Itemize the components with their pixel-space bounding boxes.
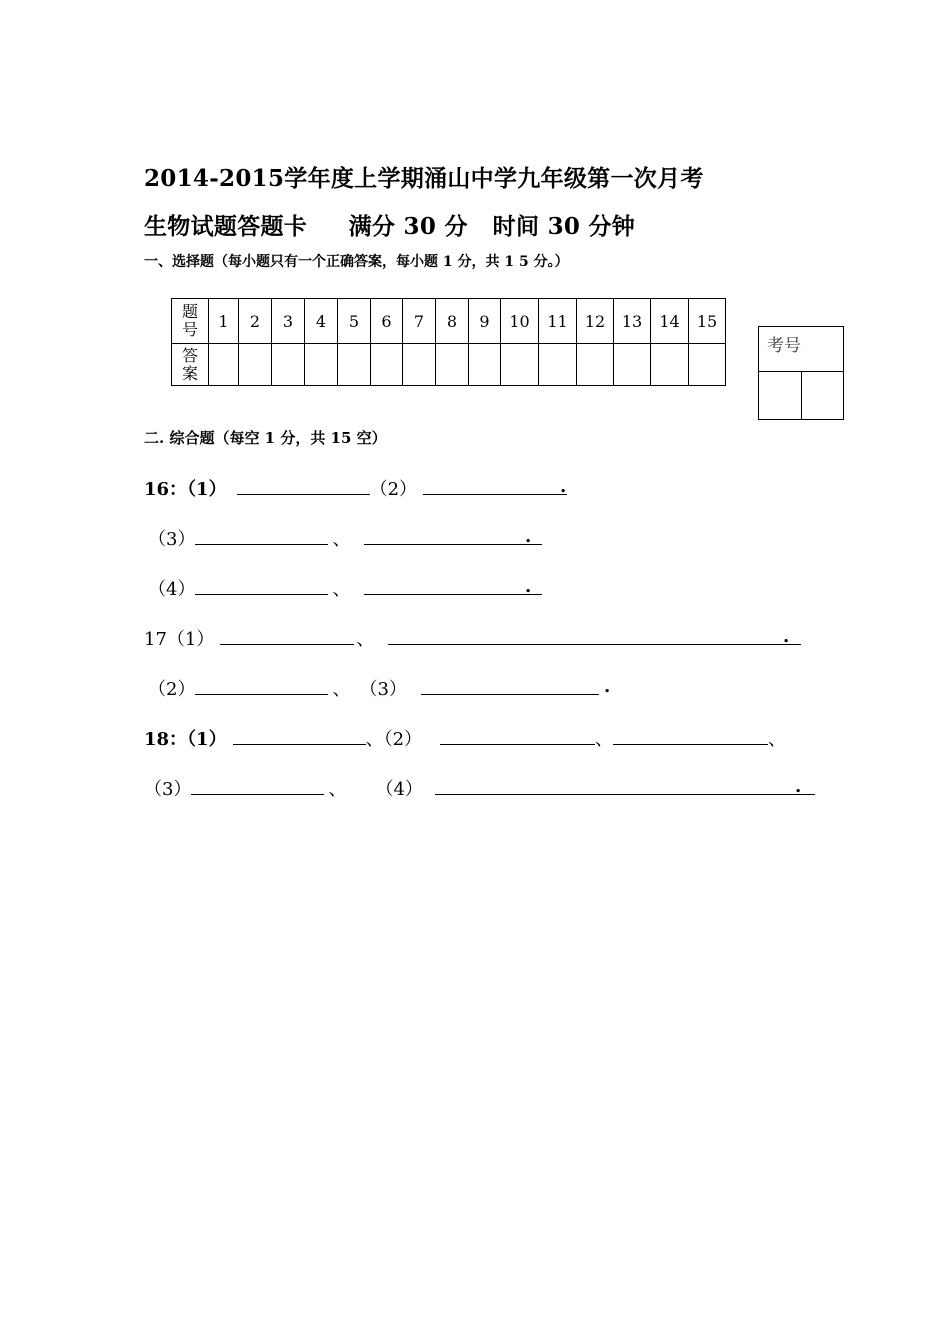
question-16-part-4 — [148, 574, 542, 601]
separator: 、 — [332, 679, 351, 700]
page-subtitle: 生物试题答题卡 满分 30 分 时间 30 分钟 — [144, 213, 636, 240]
exam-id-label: 考号 — [767, 336, 801, 356]
answer-blank[interactable] — [195, 574, 328, 595]
separator: 、 — [595, 729, 614, 750]
question-number-label: 题号 — [172, 299, 209, 344]
answer-blank[interactable] — [233, 724, 366, 745]
section-2-heading: 二. 综合题（每空 1 分，共 15 空） — [144, 429, 387, 447]
exam-id-box — [758, 326, 844, 420]
question-18-part-3-4 — [144, 774, 815, 801]
answer-blank[interactable] — [423, 474, 567, 495]
question-number: 14 — [651, 299, 689, 344]
answer-blank[interactable] — [191, 774, 324, 795]
answer-blank[interactable] — [421, 674, 599, 695]
period: . — [783, 626, 790, 647]
answer-cell[interactable] — [209, 344, 239, 386]
answer-blank[interactable] — [220, 624, 354, 645]
period: . — [560, 476, 567, 497]
answer-table — [171, 298, 726, 386]
answer-cell[interactable] — [689, 344, 726, 386]
question-18 — [144, 724, 786, 751]
question-number-row — [172, 299, 726, 344]
part-label: （4） — [384, 779, 423, 800]
separator: 、 — [332, 579, 351, 600]
question-label: 17（1） — [144, 629, 215, 650]
answer-cell[interactable] — [338, 344, 371, 386]
answer-cell[interactable] — [577, 344, 614, 386]
answer-row — [172, 344, 726, 386]
question-number: 12 — [577, 299, 614, 344]
part-label: （2） — [369, 479, 418, 500]
question-number: 13 — [614, 299, 651, 344]
answer-cell[interactable] — [539, 344, 577, 386]
question-number: 6 — [371, 299, 403, 344]
section-1-heading: 一、选择题（每小题只有一个正确答案，每小题 1 分，共 1 5 分。） — [144, 254, 569, 270]
answer-cell[interactable] — [469, 344, 501, 386]
answer-cell[interactable] — [239, 344, 272, 386]
exam-id-divider — [801, 371, 802, 419]
separator: 、 — [768, 729, 787, 750]
period: . — [604, 676, 611, 697]
part-label: 、（2） — [365, 729, 423, 750]
question-number: 11 — [539, 299, 577, 344]
answer-cell[interactable] — [501, 344, 539, 386]
part-label: （3） — [144, 779, 192, 800]
answer-blank[interactable] — [435, 774, 815, 795]
answer-blank[interactable] — [195, 674, 328, 695]
part-label: （4） — [148, 579, 196, 600]
answer-cell[interactable] — [305, 344, 338, 386]
question-number: 8 — [436, 299, 469, 344]
answer-cell[interactable] — [371, 344, 403, 386]
part-label: （2） — [148, 679, 196, 700]
answer-blank[interactable] — [237, 474, 370, 495]
question-17 — [144, 624, 801, 651]
answer-blank[interactable] — [364, 574, 542, 595]
question-label: 16：（1） — [144, 479, 227, 500]
question-number: 3 — [272, 299, 305, 344]
answer-cell[interactable] — [403, 344, 436, 386]
period: . — [525, 576, 532, 597]
question-number: 15 — [689, 299, 726, 344]
question-16 — [144, 474, 567, 501]
question-number: 9 — [469, 299, 501, 344]
period: . — [525, 526, 532, 547]
page-title: 2014-2015学年度上学期涌山中学九年级第一次月考 — [144, 165, 704, 192]
question-17-part-2-3 — [148, 674, 599, 701]
answer-blank[interactable] — [613, 724, 768, 745]
question-number: 1 — [209, 299, 239, 344]
answer-cell[interactable] — [614, 344, 651, 386]
part-label: （3） — [148, 529, 196, 550]
answer-cell[interactable] — [272, 344, 305, 386]
answer-blank[interactable] — [364, 524, 542, 545]
question-number: 2 — [239, 299, 272, 344]
answer-cell[interactable] — [436, 344, 469, 386]
question-number: 4 — [305, 299, 338, 344]
period: . — [795, 776, 802, 797]
answer-blank[interactable] — [388, 624, 801, 645]
separator: 、 — [328, 779, 347, 800]
answer-cell[interactable] — [651, 344, 689, 386]
question-number: 10 — [501, 299, 539, 344]
question-number: 7 — [403, 299, 436, 344]
answer-blank[interactable] — [195, 524, 328, 545]
question-16-part-3 — [148, 524, 542, 551]
answer-blank[interactable] — [440, 724, 595, 745]
part-label: （3） — [368, 679, 407, 700]
separator: 、 — [332, 529, 351, 550]
separator: 、 — [356, 629, 375, 650]
question-number: 5 — [338, 299, 371, 344]
answer-label: 答案 — [172, 344, 209, 386]
question-label: 18：（1） — [144, 729, 227, 750]
